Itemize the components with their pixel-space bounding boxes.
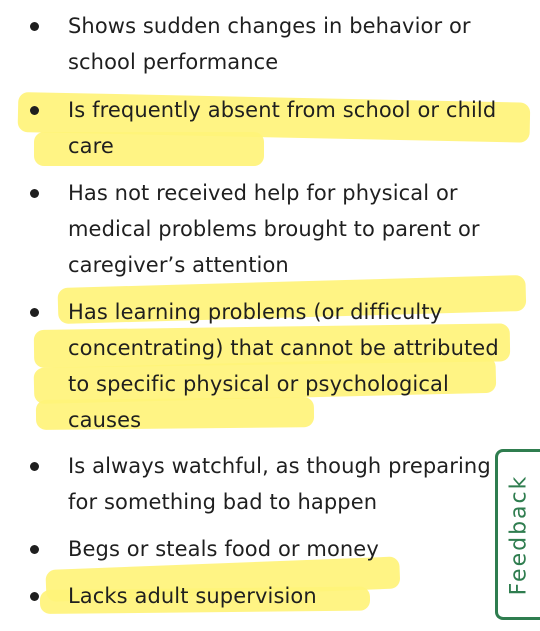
bullet-icon xyxy=(30,22,39,31)
bullet-icon xyxy=(30,189,39,198)
list-item-text: Begs or steals food or money xyxy=(68,537,379,561)
bullet-icon xyxy=(30,545,39,554)
bullet-icon xyxy=(30,592,39,601)
list-item-text: Lacks adult supervision xyxy=(68,584,317,608)
bullet-icon xyxy=(30,462,39,471)
list-item-text: Is frequently absent from school or child care xyxy=(68,98,497,158)
list-item-text: Shows sudden changes in behavior or school performance xyxy=(68,14,471,74)
feedback-button[interactable] xyxy=(495,449,540,620)
bullet-icon xyxy=(30,308,39,317)
feedback-label: Feedback xyxy=(506,474,532,595)
list-item-text: Has not received help for physical or medical problems brought to parent or caregiver’s attention xyxy=(68,181,480,277)
list-item-text: Has learning problems (or difficulty concentrating) that cannot be attributed to specific physical or psychological causes xyxy=(68,300,499,432)
bullet-icon xyxy=(30,106,39,115)
list-item-text: Is always watchful, as though preparing for something bad to happen xyxy=(68,454,491,514)
